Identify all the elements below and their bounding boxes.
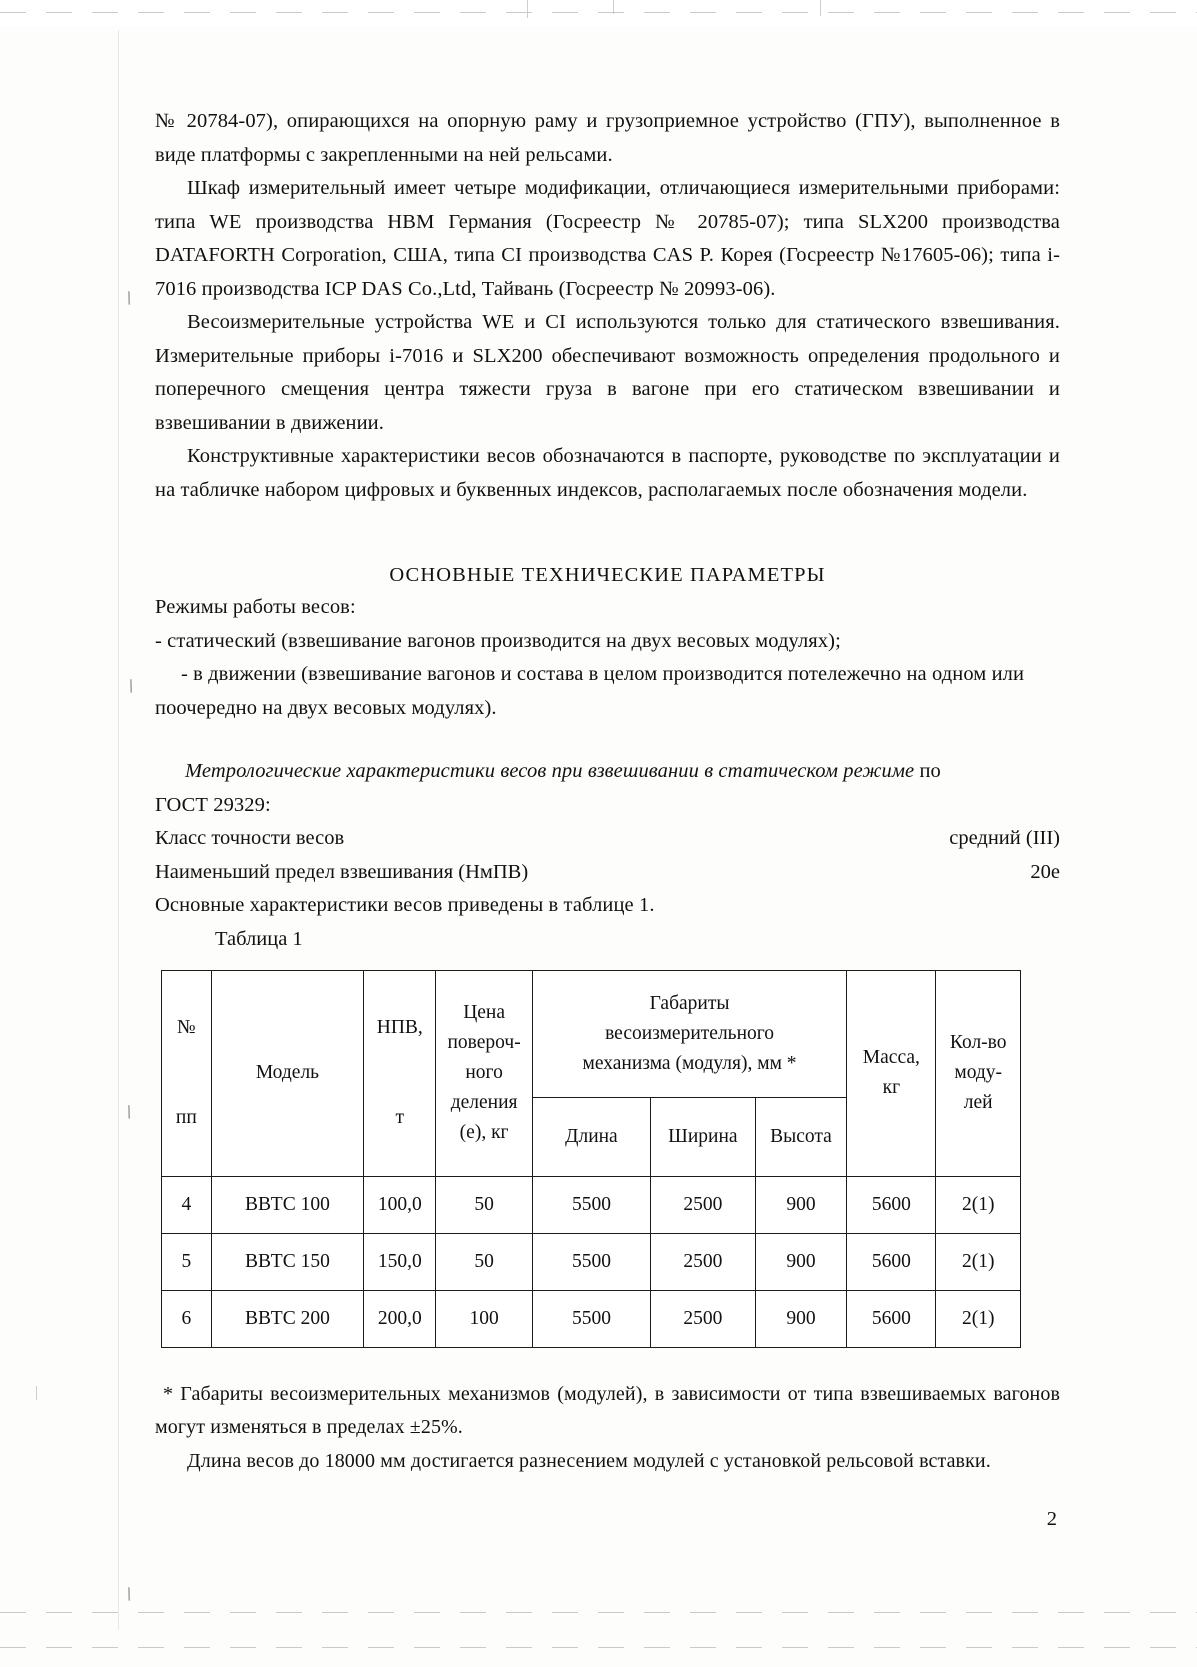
spec-accuracy-class-label: Класс точности весов xyxy=(155,827,345,849)
scan-artifact-pen-mark: \ xyxy=(123,1583,135,1606)
scan-artifact-left-edge xyxy=(118,30,119,1630)
table-row: 6 ВВТС 200 200,0 100 5500 2500 900 5600 2(1) xyxy=(162,1290,1021,1347)
section-title-main-parameters: ОСНОВНЫЕ ТЕХНИЧЕСКИЕ ПАРАМЕТРЫ xyxy=(389,564,826,586)
header-verification-scale-interval: Цена повероч- ного деления (е), кг xyxy=(436,970,533,1176)
page-number: 2 xyxy=(1046,1508,1057,1530)
specs-table-head xyxy=(162,970,1021,1176)
header-dimensions-group: Габариты весоизмерительного механизма (модуля), мм * xyxy=(532,970,846,1097)
spec-min-weighing-limit-value: 20е xyxy=(1030,860,1060,883)
scan-top-margin xyxy=(0,0,1197,26)
scan-artifact-pen-mark: \ xyxy=(123,1101,135,1124)
page-content xyxy=(155,105,1060,1478)
table-row: 4 ВВТС 100 100,0 50 5500 2500 900 5600 2(1) xyxy=(162,1176,1021,1233)
mode-in-motion: - в движении (взвешивание вагонов и состава в целом производится потележечно на одном или поочередно на двух весовых модулях). xyxy=(155,663,1025,719)
metrology-lead-tail: по xyxy=(914,760,941,782)
modes-intro: Режимы работы весов: xyxy=(155,596,356,618)
header-width: Ширина xyxy=(651,1097,756,1176)
footnote-dimensions: * Габариты весоизмерительных механизмов (модулей), в зависимости от типа взвешиваемых вагонов могут изменяться в пределах ±25%. xyxy=(155,1382,1060,1438)
specs-table-body xyxy=(162,1176,1021,1347)
scan-artifact-bottom-dashes-2 xyxy=(0,1647,1197,1648)
paragraph-weighing-devices: Весоизмерительные устройства WE и CI используются только для статического взвешивания. Измерительные приборы i-7016 и SLX200 обеспечивают возможность определения продольного и поперечного смещения центра тяжести груза в вагоне при его статическом взвешивании и взвешивании в движении. xyxy=(155,311,1060,434)
header-module-count: Кол-во моду- лей xyxy=(936,970,1021,1176)
metrology-standard: ГОСТ 29329: xyxy=(155,793,271,816)
spec-min-weighing-limit xyxy=(155,856,1060,890)
metrology-lead xyxy=(155,755,1060,789)
spec-accuracy-class-value: средний (III) xyxy=(949,827,1060,849)
paragraph-cabinet-modifications: Шкаф измерительный имеет четыре модификации, отличающиеся измерительными приборами: типа WE производства HBM Германия (Госреестр № 20785-07); типа SLX200 производства DATAFORTH Corporation, США, типа CI производства CAS P. Корея (Госреестр №17605-06); типа i-7016 производства ICP DAS Co.,Ltd, Тайвань (Госреестр № 20993-06). xyxy=(155,177,1060,300)
footnote-scale-length: Длина весов до 18000 мм достигается разнесением модулей с установкой рельсовой вставки. xyxy=(187,1449,991,1472)
header-height: Высота xyxy=(755,1097,847,1176)
metrology-lead-italic: Метрологические характеристики весов при взвешивании в статическом режиме xyxy=(185,760,915,782)
header-npv: НПВ, т xyxy=(364,970,436,1176)
spacer xyxy=(155,507,1060,559)
scan-artifact-tick xyxy=(36,1386,37,1400)
spacer xyxy=(155,956,1060,970)
mode-static: - статический (взвешивание вагонов производится на двух весовых модулях); xyxy=(155,629,841,652)
scan-artifact-pen-mark: \ xyxy=(123,287,135,310)
paragraph-intro-continuation: № 20784-07), опирающихся на опорную раму и грузоприемное устройство (ГПУ), выполненное в виде платформы с закрепленными на ней рельсами. xyxy=(155,110,1060,166)
spec-accuracy-class xyxy=(155,822,1060,856)
spacer xyxy=(155,725,1060,755)
specs-table xyxy=(161,970,1021,1348)
scan-artifact-bottom-dashes xyxy=(0,1612,1197,1613)
scan-artifact-tick xyxy=(527,0,528,18)
table-row: 5 ВВТС 150 150,0 50 5500 2500 900 5600 2(1) xyxy=(162,1233,1021,1290)
header-mass: Масса, кг xyxy=(847,970,936,1176)
table-intro: Основные характеристики весов приведены в таблице 1. xyxy=(155,894,655,916)
table-caption: Таблица 1 xyxy=(215,927,303,950)
scan-artifact-tick xyxy=(820,0,821,16)
scan-artifact-pen-mark: \ xyxy=(125,675,137,698)
scan-artifact-tick xyxy=(613,0,614,14)
header-model: Модель xyxy=(211,970,364,1176)
header-length: Длина xyxy=(532,1097,650,1176)
header-no: № пп xyxy=(162,970,212,1176)
paragraph-design-characteristics: Конструктивные характеристики весов обозначаются в паспорте, руководстве по эксплуатации и на табличке набором цифровых и буквенных индексов, располагаемых после обозначения модели. xyxy=(155,445,1060,501)
spec-min-weighing-limit-label: Наименьший предел взвешивания (НмПВ) xyxy=(155,860,529,883)
spacer xyxy=(155,1348,1060,1378)
scan-artifact-top-dashes xyxy=(0,12,1197,13)
specs-table-header-row-main xyxy=(162,970,1021,1097)
